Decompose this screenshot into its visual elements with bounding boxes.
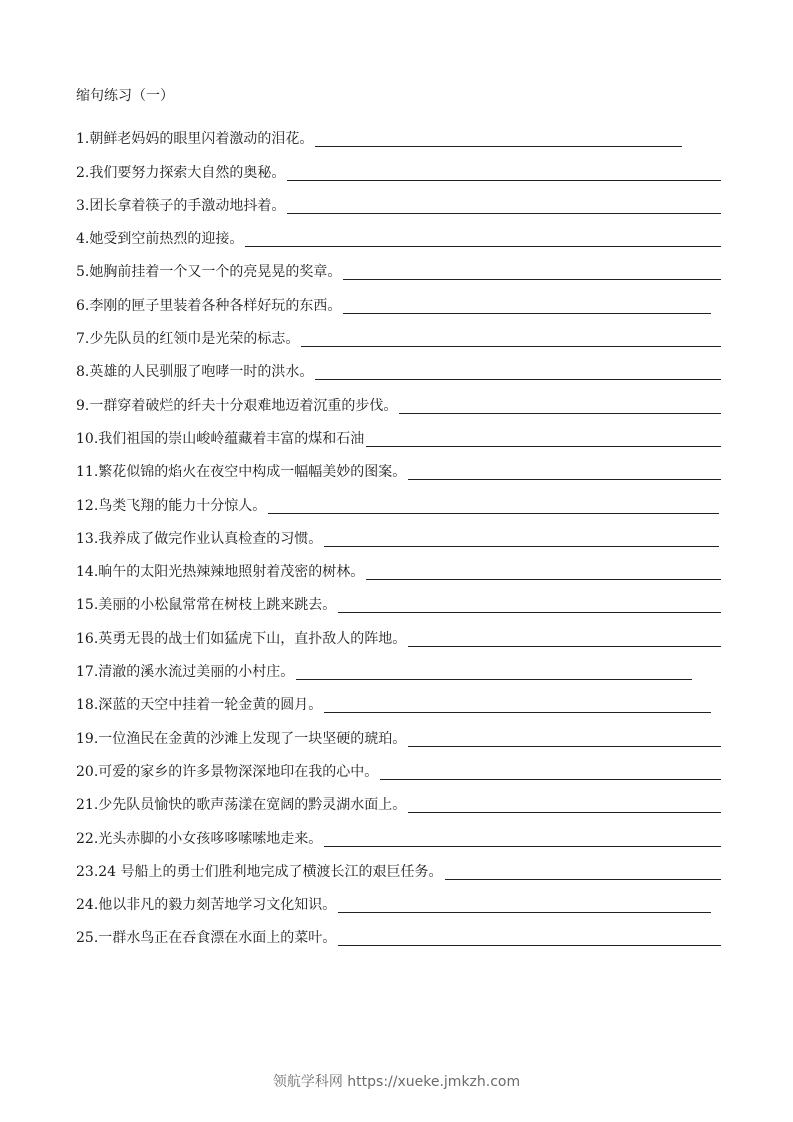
exercise-row — [76, 887, 721, 920]
exercise-text: 6.李刚的匣子里装着各种各样好玩的东西。 — [76, 297, 342, 314]
exercise-row — [76, 354, 721, 387]
exercise-text: 7.少先队员的红领巾是光荣的标志。 — [76, 331, 300, 348]
answer-line[interactable] — [399, 412, 721, 414]
answer-line[interactable] — [338, 944, 721, 946]
exercise-text: 1.朝鲜老妈妈的眼里闪着激动的泪花。 — [76, 131, 314, 148]
answer-line[interactable] — [287, 179, 721, 181]
exercise-text: 24.他以非凡的毅力刻苦地学习文化知识。 — [76, 897, 337, 914]
answer-line[interactable] — [408, 645, 721, 647]
exercise-text: 20.可爱的家乡的许多景物深深地印在我的心中。 — [76, 763, 379, 780]
page-title: 缩句练习（一） — [76, 88, 174, 104]
answer-line[interactable] — [324, 545, 719, 547]
exercise-row — [76, 521, 721, 554]
answer-line[interactable] — [445, 878, 721, 880]
exercise-row — [76, 754, 721, 787]
answer-line[interactable] — [287, 212, 721, 214]
answer-line[interactable] — [338, 911, 711, 913]
footer-watermark: 领航学科网 https://xueke.jmkzh.com — [272, 1074, 521, 1090]
exercise-text: 15.美丽的小松鼠常常在树枝上跳来跳去。 — [76, 597, 337, 614]
exercise-list — [76, 121, 721, 953]
exercise-row — [76, 387, 721, 420]
exercise-text: 5.她胸前挂着一个又一个的亮晃晃的奖章。 — [76, 264, 342, 281]
exercise-row — [76, 221, 721, 254]
answer-line[interactable] — [324, 711, 711, 713]
exercise-row — [76, 820, 721, 853]
exercise-row — [76, 454, 721, 487]
exercise-text: 13.我养成了做完作业认真检查的习惯。 — [76, 530, 323, 547]
exercise-text: 14.晌午的太阳光热辣辣地照射着茂密的树林。 — [76, 564, 365, 581]
exercise-text: 25.一群水鸟正在吞食漂在水面上的菜叶。 — [76, 930, 337, 947]
exercise-row — [76, 920, 721, 953]
exercise-text: 12.鸟类飞翔的能力十分惊人。 — [76, 497, 267, 514]
exercise-row — [76, 487, 721, 520]
answer-line[interactable] — [408, 811, 721, 813]
answer-line[interactable] — [315, 145, 682, 147]
exercise-row — [76, 421, 721, 454]
exercise-text: 3.团长拿着筷子的手激动地抖着。 — [76, 197, 286, 214]
answer-line[interactable] — [343, 312, 711, 314]
exercise-text: 18.深蓝的天空中挂着一轮金黄的圆月。 — [76, 697, 323, 714]
answer-line[interactable] — [366, 578, 721, 580]
exercise-row — [76, 654, 721, 687]
exercise-text: 22.光头赤脚的小女孩哆哆嗦嗦地走来。 — [76, 830, 323, 847]
exercise-text: 10.我们祖国的崇山峻岭蕴藏着丰富的煤和石油 — [76, 430, 365, 447]
exercise-row — [76, 188, 721, 221]
exercise-text: 4.她受到空前热烈的迎接。 — [76, 231, 244, 248]
exercise-row — [76, 321, 721, 354]
answer-line[interactable] — [268, 512, 719, 514]
exercise-text: 16.英勇无畏的战士们如猛虎下山，直扑敌人的阵地。 — [76, 630, 407, 647]
answer-line[interactable] — [408, 745, 721, 747]
answer-line[interactable] — [343, 278, 721, 280]
exercise-row — [76, 254, 721, 287]
exercise-row — [76, 287, 721, 320]
answer-line[interactable] — [338, 611, 721, 613]
exercise-text: 8.英雄的人民驯服了咆哮一时的洪水。 — [76, 364, 314, 381]
answer-line[interactable] — [408, 478, 721, 480]
answer-line[interactable] — [315, 378, 721, 380]
exercise-text: 23.24 号船上的勇士们胜利地完成了横渡长江的艰巨任务。 — [76, 863, 443, 880]
exercise-text: 9.一群穿着破烂的纤夫十分艰难地迈着沉重的步伐。 — [76, 397, 398, 414]
exercise-text: 19.一位渔民在金黄的沙滩上发现了一块坚硬的琥珀。 — [76, 730, 407, 747]
exercise-row — [76, 554, 721, 587]
answer-line[interactable] — [245, 245, 721, 247]
exercise-row — [76, 121, 721, 154]
exercise-row — [76, 587, 721, 620]
answer-line[interactable] — [380, 778, 721, 780]
exercise-row — [76, 687, 721, 720]
answer-line[interactable] — [366, 445, 721, 447]
exercise-row — [76, 854, 721, 887]
exercise-row — [76, 620, 721, 653]
exercise-text: 2.我们要努力探索大自然的奥秘。 — [76, 164, 286, 181]
exercise-text: 11.繁花似锦的焰火在夜空中构成一幅幅美妙的图案。 — [76, 464, 407, 481]
exercise-row — [76, 720, 721, 753]
exercise-row — [76, 154, 721, 187]
answer-line[interactable] — [296, 678, 692, 680]
exercise-row — [76, 787, 721, 820]
exercise-text: 21.少先队员愉快的歌声荡漾在宽阔的黔灵湖水面上。 — [76, 797, 407, 814]
answer-line[interactable] — [301, 345, 721, 347]
exercise-text: 17.清澈的溪水流过美丽的小村庄。 — [76, 664, 295, 681]
answer-line[interactable] — [324, 845, 721, 847]
